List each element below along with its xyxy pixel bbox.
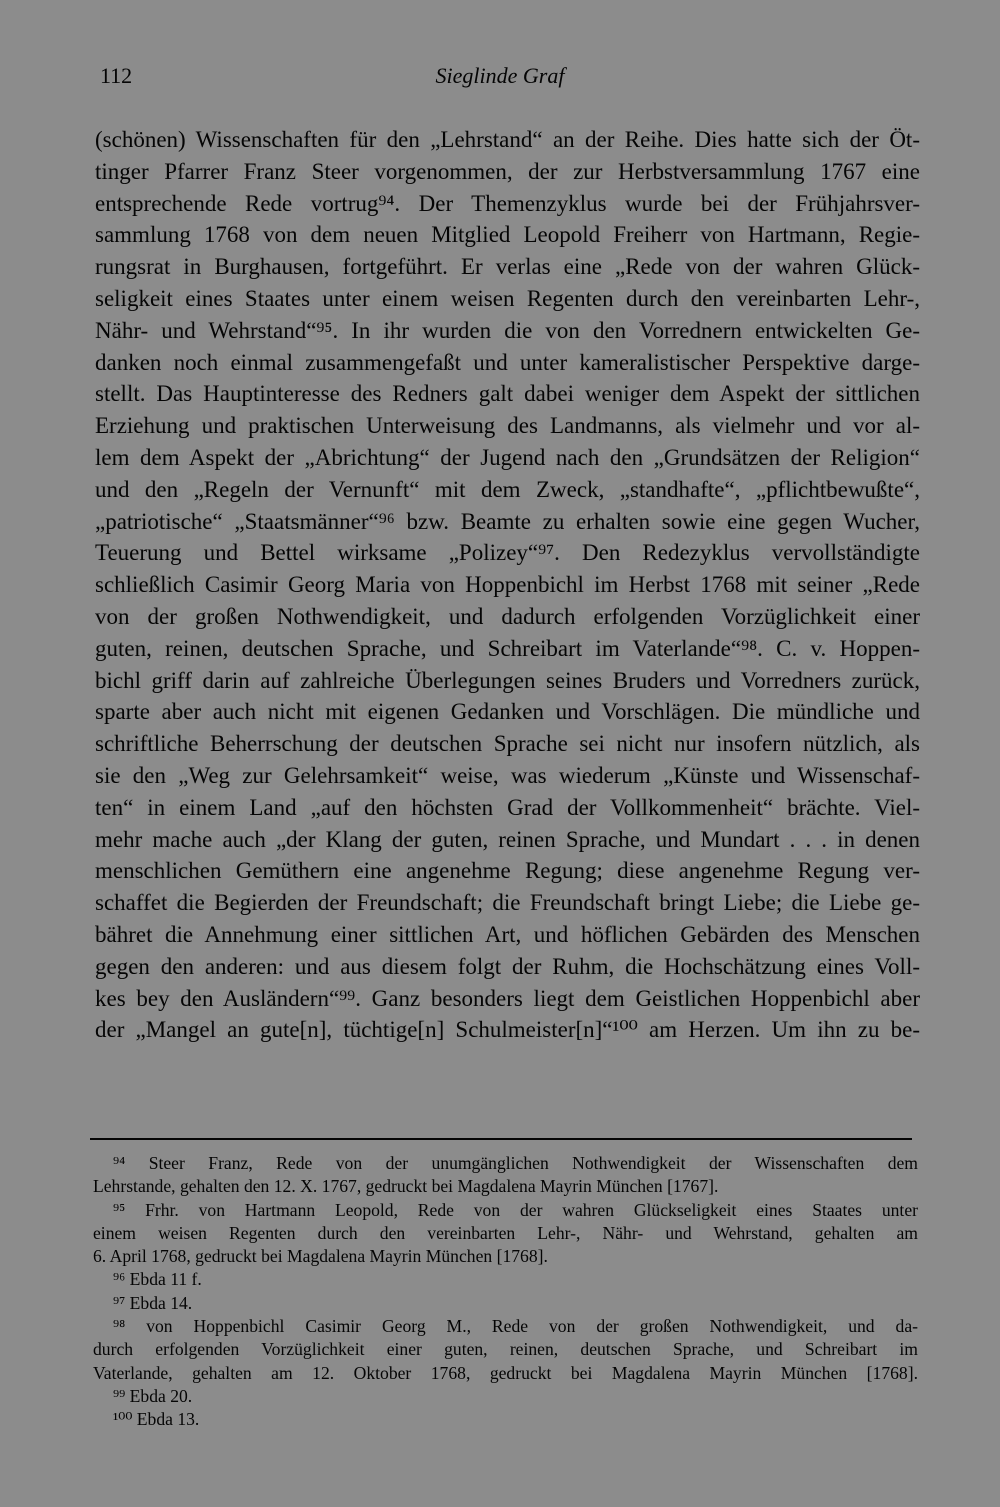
body-line: Erziehung und praktischen Unterweisung des Landmanns, als vielmehr und vor al- <box>95 413 920 439</box>
footnote-100: ¹⁰⁰ Ebda 13. <box>113 1409 200 1430</box>
footnote-94-cont: Lehrstande, gehalten den 12. X. 1767, gedruckt bei Magdalena Mayrin München [1767]. <box>93 1176 719 1197</box>
body-line: seligkeit eines Staates unter einem weisen Regenten durch den vereinbarten Lehr-, <box>95 285 920 311</box>
footnote-96: ⁹⁶ Ebda 11 f. <box>113 1269 202 1290</box>
body-line: tinger Pfarrer Franz Steer vorgenommen, der zur Herbstversammlung 1767 eine <box>95 158 920 184</box>
body-line: von der großen Nothwendigkeit, und dadurch erfolgenden Vorzüglichkeit einer <box>95 603 920 629</box>
body-line: rungsrat in Burghausen, fortgeführt. Er verlas eine „Rede von der wahren Glück- <box>95 254 920 280</box>
body-line: sie den „Weg zur Gelehrsamkeit“ weise, was wiederum „Künste und Wissenschaf- <box>95 762 920 788</box>
body-line: schließlich Casimir Georg Maria von Hoppenbichl im Herbst 1768 mit seiner „Rede <box>95 572 920 598</box>
body-line: und den „Regeln der Vernunft“ mit dem Zweck, „standhafte“, „pflichtbewußte“, <box>95 476 920 502</box>
body-line: (schönen) Wissenschaften für den „Lehrstand“ an der Reihe. Dies hatte sich der Öt- <box>95 127 920 152</box>
body-line: schaffet die Begierden der Freundschaft; die Freundschaft bringt Liebe; die Liebe ge- <box>95 890 920 916</box>
footnote-94: ⁹⁴ Steer Franz, Rede von der unumgänglichen Nothwendigkeit der Wissenschaften dem <box>113 1153 918 1173</box>
body-line: menschlichen Gemüthern eine angenehme Regung; diese angenehme Regung ver- <box>95 858 920 884</box>
body-line: bähret die Annehmung einer sittlichen Art, und höflichen Gebärden des Menschen <box>95 921 920 947</box>
body-line: gegen den anderen: und aus diesem folgt der Ruhm, die Hochschätzung eines Voll- <box>95 953 920 979</box>
running-head: Sieglinde Graf <box>435 63 565 88</box>
footnote-98-end: Vaterlande, gehalten am 12. Oktober 1768, gedruckt bei Magdalena Mayrin München [1768]. <box>93 1362 918 1383</box>
body-line: kes bey den Ausländern“⁹⁹. Ganz besonders liegt dem Geistlichen Hoppenbichl aber <box>95 985 920 1011</box>
body-line: danken noch einmal zusammengefaßt und unter kameralistischer Perspektive darge- <box>95 349 920 375</box>
footnote-divider <box>90 1138 912 1140</box>
body-line: guten, reinen, deutschen Sprache, und Schreibart im Vaterlande“⁹⁸. C. v. Hoppen- <box>95 635 920 661</box>
body-line: „patriotische“ „Staatsmänner“⁹⁶ bzw. Beamte zu erhalten sowie eine gegen Wucher, <box>95 508 920 534</box>
body-line: Teuerung und Bettel wirksame „Polizey“⁹⁷. Den Redezyklus vervollständigte <box>95 540 920 566</box>
footnote-98: ⁹⁸ von Hoppenbichl Casimir Georg M., Rede von der großen Nothwendigkeit, und da- <box>113 1316 918 1337</box>
page-number: 112 <box>100 63 133 88</box>
body-line: entsprechende Rede vortrug⁹⁴. Der Themenzyklus wurde bei der Frühjahrsver- <box>95 190 920 216</box>
body-line: der „Mangel an gute[n], tüchtige[n] Schulmeister[n]“¹⁰⁰ am Herzen. Um ihn zu be- <box>95 1017 920 1043</box>
body-text <box>95 124 920 1046</box>
footnote-95-end: 6. April 1768, gedruckt bei Magdalena Mayrin München [1768]. <box>93 1246 548 1267</box>
body-line: schriftliche Beherrschung der deutschen Sprache sei nicht nur insofern nützlich, als <box>95 731 920 757</box>
body-line: mehr mache auch „der Klang der guten, reinen Sprache, und Mundart . . . in denen <box>95 826 920 852</box>
body-line: Nähr- und Wehrstand“⁹⁵. In ihr wurden die von den Vorrednern entwickelten Ge- <box>95 317 920 343</box>
body-line: bichl griff darin auf zahlreiche Überlegungen seines Bruders und Vorredners zurück, <box>95 667 920 693</box>
body-line: sparte aber auch nicht mit eigenen Gedanken und Vorschlägen. Die mündliche und <box>95 699 920 725</box>
footnotes <box>93 1152 918 1432</box>
body-line: stellt. Das Hauptinteresse des Redners galt dabei weniger dem Aspekt der sittlichen <box>95 381 920 407</box>
body-line: lem dem Aspekt der „Abrichtung“ der Jugend nach den „Grundsätzen der Religion“ <box>95 444 920 470</box>
footnote-97: ⁹⁷ Ebda 14. <box>113 1292 193 1313</box>
footnote-95: ⁹⁵ Frhr. von Hartmann Leopold, Rede von der wahren Glückseligkeit eines Staates unter <box>113 1199 918 1220</box>
footnote-99: ⁹⁹ Ebda 20. <box>113 1385 193 1406</box>
footnote-98-cont: durch erfolgenden Vorzüglichkeit einer guten, reinen, deutschen Sprache, und Schreibart im <box>93 1339 918 1360</box>
body-line: sammlung 1768 von dem neuen Mitglied Leopold Freiherr von Hartmann, Regie- <box>95 222 920 248</box>
footnote-95-cont: einem weisen Regenten durch den vereinbarten Lehr-, Nähr- und Wehrstand, gehalten am <box>93 1222 918 1243</box>
body-line: ten“ in einem Land „auf den höchsten Grad der Vollkommenheit“ brächte. Viel- <box>95 794 920 820</box>
